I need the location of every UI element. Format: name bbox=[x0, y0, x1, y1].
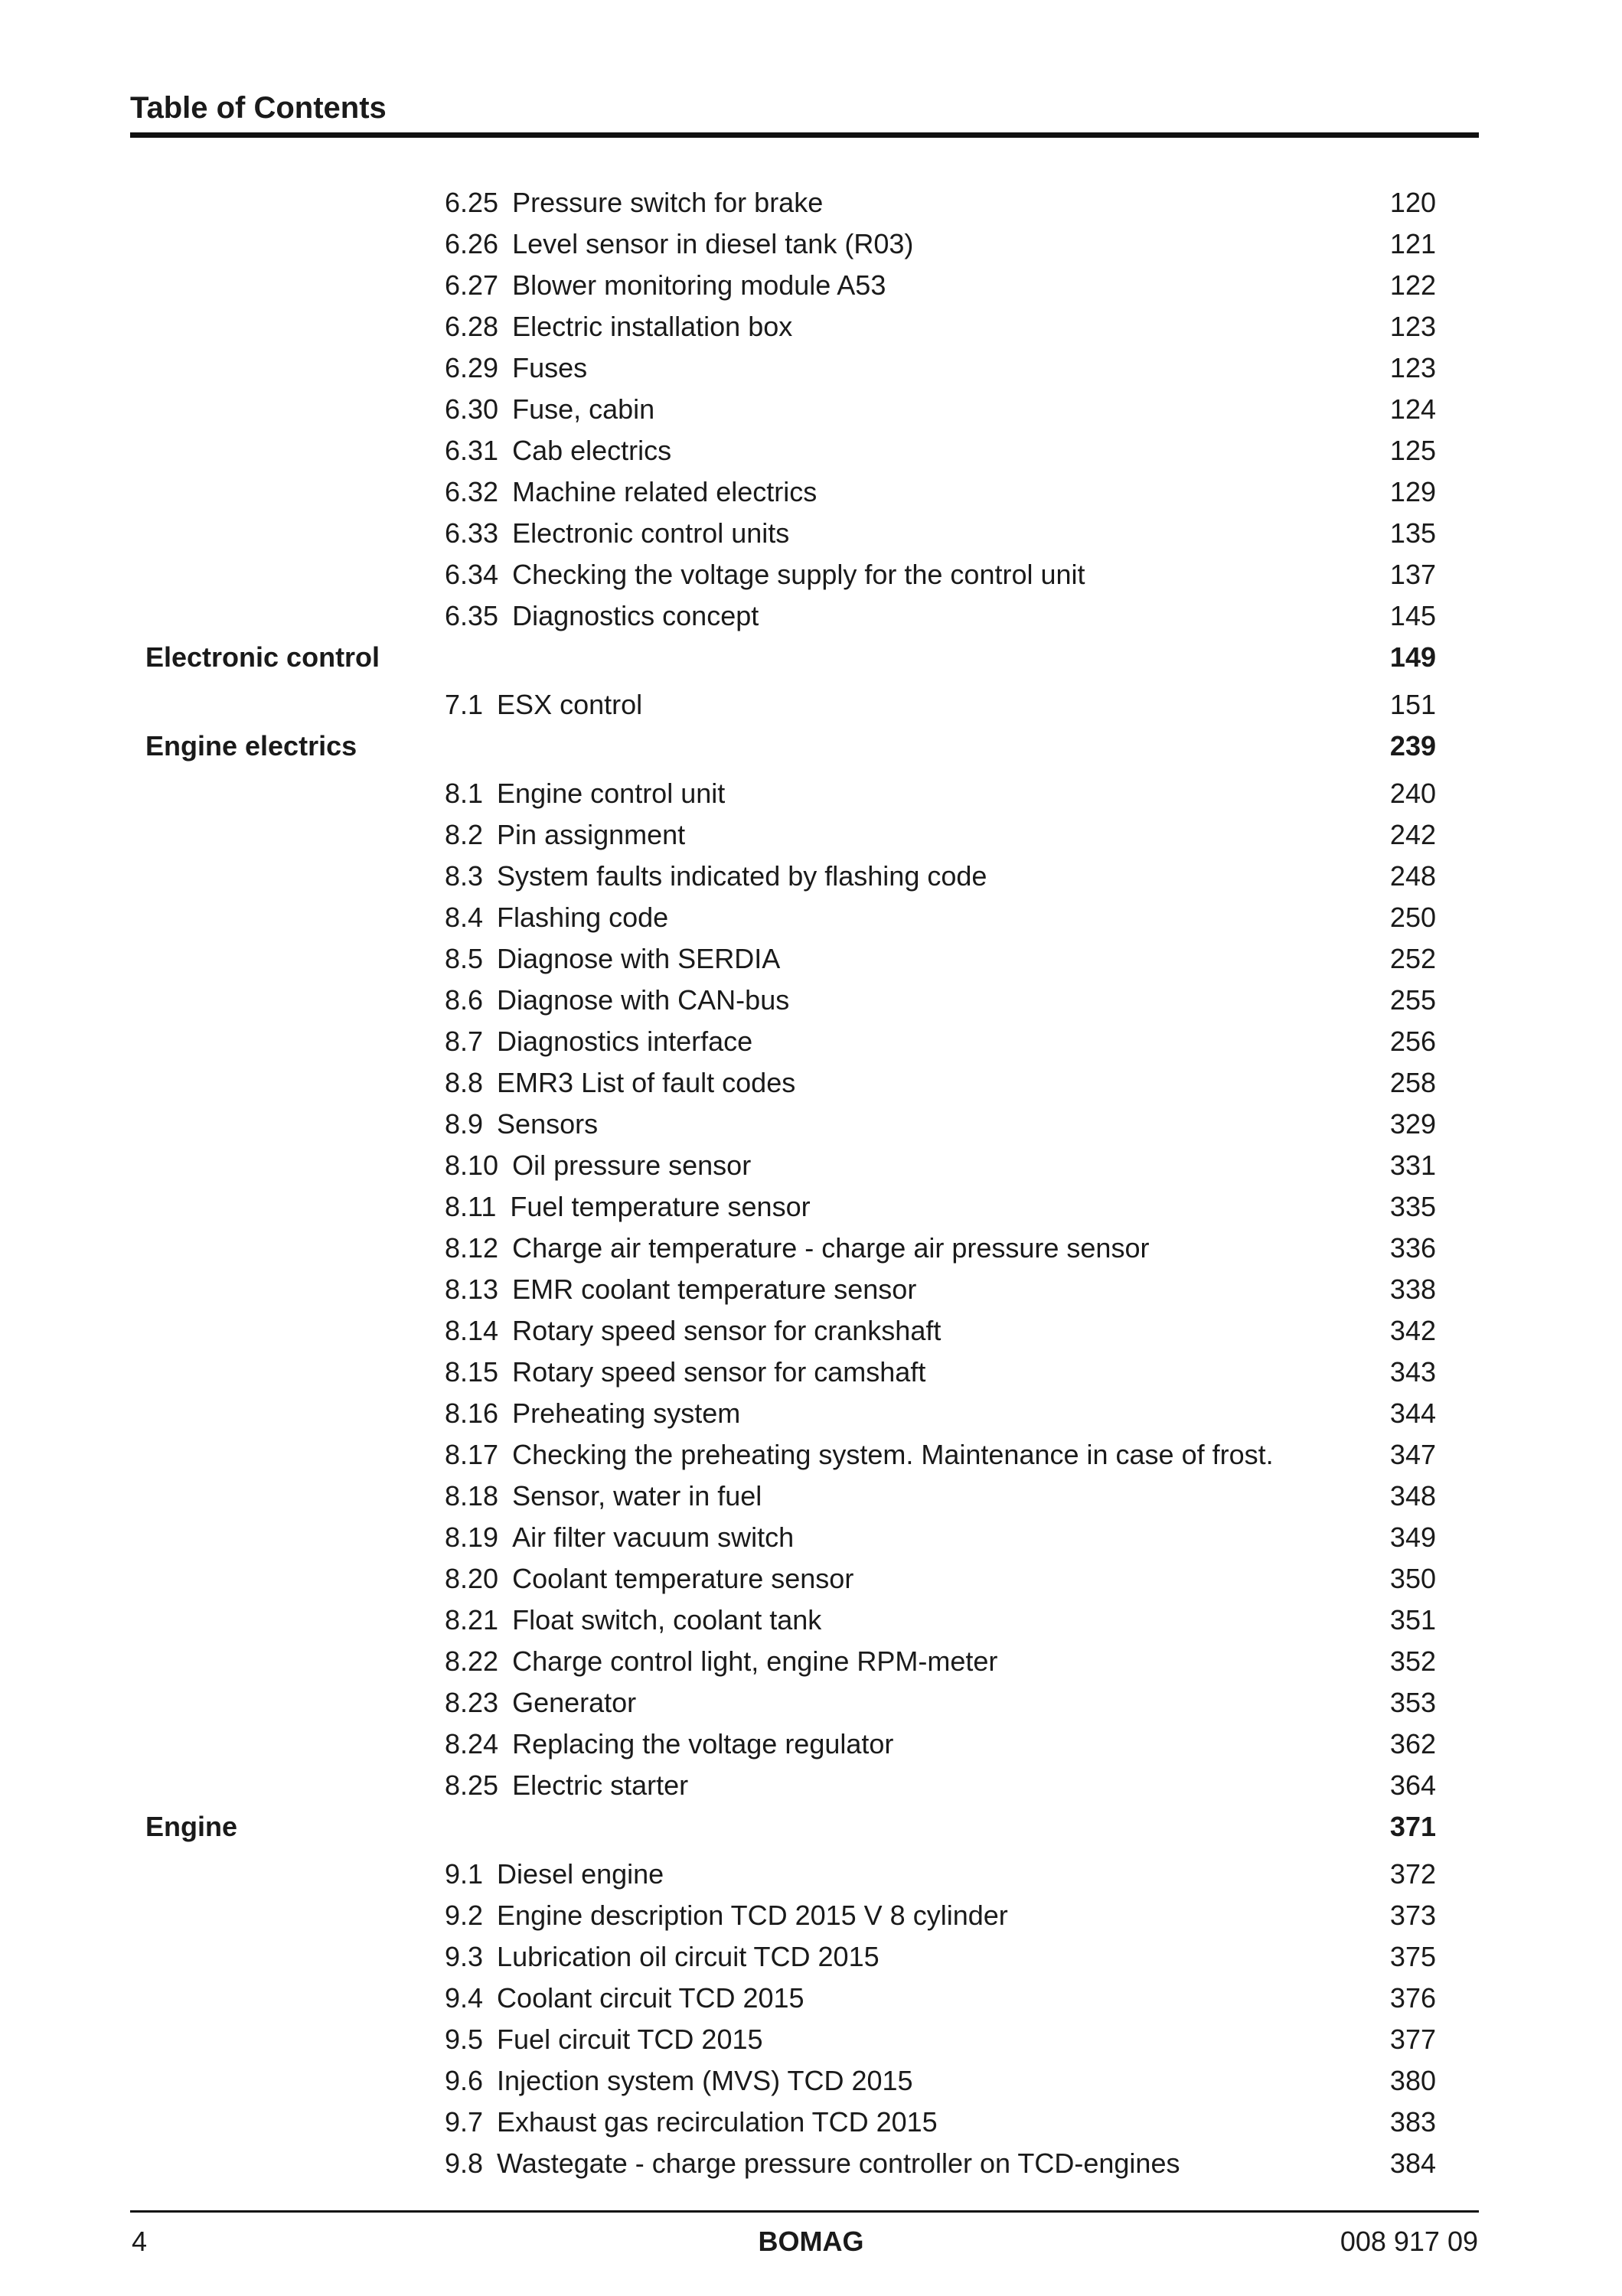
toc-entry-text bbox=[445, 1517, 794, 1558]
footer-divider bbox=[130, 2210, 1479, 2213]
toc-entry-title: Electric installation box bbox=[512, 311, 793, 342]
toc-entry-page: 123 bbox=[1389, 311, 1436, 342]
toc-entry-title: Pin assignment bbox=[497, 819, 686, 850]
toc-entry-title: Flashing code bbox=[497, 902, 669, 933]
toc-section-page: 149 bbox=[1389, 641, 1436, 673]
toc-entry-page: 122 bbox=[1389, 269, 1436, 301]
toc-entry-title: Diagnose with CAN-bus bbox=[497, 984, 790, 1016]
toc-entry-number: 8.21 bbox=[445, 1604, 499, 1636]
toc-entry-title: Float switch, coolant tank bbox=[512, 1604, 822, 1636]
toc-entry-title: Coolant circuit TCD 2015 bbox=[497, 1982, 804, 2014]
footer-brand: BOMAG bbox=[758, 2226, 864, 2257]
toc-entry[interactable] bbox=[0, 471, 1622, 513]
toc-entry-page: 343 bbox=[1389, 1356, 1436, 1388]
toc-entry[interactable] bbox=[0, 684, 1622, 726]
toc-entry-page: 145 bbox=[1389, 600, 1436, 631]
toc-entry-number: 9.8 bbox=[445, 2148, 484, 2179]
toc-entry-title: EMR coolant temperature sensor bbox=[512, 1274, 917, 1305]
toc-entry-number: 8.24 bbox=[445, 1728, 499, 1760]
toc-entry-number: 8.19 bbox=[445, 1521, 499, 1553]
toc-entry[interactable] bbox=[0, 897, 1622, 938]
toc-entry[interactable] bbox=[0, 265, 1622, 306]
toc-entry-number: 6.28 bbox=[445, 311, 499, 342]
toc-entry-number: 9.4 bbox=[445, 1982, 484, 2014]
header-divider bbox=[130, 132, 1479, 138]
toc-section-title: Electronic control bbox=[145, 641, 380, 673]
toc-entry-page: 336 bbox=[1389, 1232, 1436, 1264]
toc-entry-text bbox=[445, 1682, 636, 1724]
toc-entry-number: 8.11 bbox=[445, 1191, 497, 1222]
toc-entry-number: 8.22 bbox=[445, 1645, 499, 1677]
toc-entry-number: 8.23 bbox=[445, 1687, 499, 1718]
toc-entry-text bbox=[445, 306, 792, 347]
toc-entry-number: 8.1 bbox=[445, 778, 484, 809]
toc-entry-number: 8.20 bbox=[445, 1563, 499, 1594]
toc-entry-title: EMR3 List of fault codes bbox=[497, 1067, 796, 1098]
toc-entry-number: 7.1 bbox=[445, 689, 484, 720]
toc-entry-text bbox=[445, 554, 1085, 595]
toc-entry-title: ESX control bbox=[497, 689, 643, 720]
toc-entry-number: 8.12 bbox=[445, 1232, 499, 1264]
toc-entry[interactable] bbox=[0, 1476, 1622, 1517]
page-title: Table of Contents bbox=[130, 91, 387, 125]
toc-entry-text bbox=[445, 2060, 913, 2102]
toc-section-title: Engine electrics bbox=[145, 730, 357, 762]
toc-entry-text bbox=[445, 1936, 880, 1978]
toc-entry-text bbox=[445, 1062, 795, 1104]
toc-entry-page: 375 bbox=[1389, 1941, 1436, 1972]
toc-entry-text bbox=[445, 1228, 1149, 1269]
toc-entry-text bbox=[445, 1434, 1274, 1476]
toc-entry-page: 377 bbox=[1389, 2024, 1436, 2055]
toc-entry-page: 373 bbox=[1389, 1900, 1436, 1931]
footer-page-number: 4 bbox=[132, 2226, 148, 2257]
toc-entry[interactable] bbox=[0, 306, 1622, 347]
toc-entry-page: 384 bbox=[1389, 2148, 1436, 2179]
toc-entry-page: 331 bbox=[1389, 1150, 1436, 1181]
toc-entry-number: 8.3 bbox=[445, 860, 484, 892]
toc-entry-number: 8.15 bbox=[445, 1356, 499, 1388]
toc-entry-page: 256 bbox=[1389, 1026, 1436, 1057]
toc-section-page: 371 bbox=[1389, 1811, 1436, 1842]
toc-entry-title: Wastegate - charge pressure controller on TCD-engines bbox=[497, 2148, 1180, 2179]
toc-entry-title: Cab electrics bbox=[512, 435, 672, 466]
toc-entry-text bbox=[445, 1145, 751, 1186]
toc-entry[interactable] bbox=[0, 389, 1622, 430]
toc-entry-page: 137 bbox=[1389, 559, 1436, 590]
toc-entry[interactable] bbox=[0, 1021, 1622, 1062]
toc-entry-text bbox=[445, 1765, 688, 1806]
toc-section[interactable] bbox=[0, 637, 1622, 678]
toc-entry-title: Sensors bbox=[497, 1108, 599, 1140]
toc-entry-title: Level sensor in diesel tank (R03) bbox=[512, 228, 914, 259]
toc-entry-text bbox=[445, 595, 759, 637]
toc-entry-text bbox=[445, 1978, 804, 2019]
toc-entry-text bbox=[445, 182, 823, 223]
toc-entry-number: 6.30 bbox=[445, 393, 499, 425]
toc-entry-number: 8.6 bbox=[445, 984, 484, 1016]
toc-entry-page: 250 bbox=[1389, 902, 1436, 933]
toc-entry-number: 8.8 bbox=[445, 1067, 484, 1098]
toc-entry-page: 151 bbox=[1389, 689, 1436, 720]
toc-entry[interactable] bbox=[0, 1936, 1622, 1978]
toc-entry-text bbox=[445, 2019, 763, 2060]
toc-entry-page: 342 bbox=[1389, 1315, 1436, 1346]
toc-entry[interactable] bbox=[0, 1228, 1622, 1269]
toc-entry-page: 362 bbox=[1389, 1728, 1436, 1760]
toc-entry-page: 125 bbox=[1389, 435, 1436, 466]
toc-entry[interactable] bbox=[0, 2143, 1622, 2184]
toc-entry-page: 248 bbox=[1389, 860, 1436, 892]
toc-entry[interactable] bbox=[0, 856, 1622, 897]
toc-entry-page: 124 bbox=[1389, 393, 1436, 425]
toc-entry-text bbox=[445, 897, 668, 938]
toc-entry-text bbox=[445, 223, 913, 265]
toc-entry-page: 348 bbox=[1389, 1480, 1436, 1512]
toc-entry-title: Rotary speed sensor for camshaft bbox=[512, 1356, 926, 1388]
toc-entry-page: 352 bbox=[1389, 1645, 1436, 1677]
toc-entry[interactable] bbox=[0, 2060, 1622, 2102]
toc-entry-number: 8.2 bbox=[445, 819, 484, 850]
toc-entry[interactable] bbox=[0, 1724, 1622, 1765]
toc-entry-text bbox=[445, 1600, 821, 1641]
toc-entry-text bbox=[445, 1641, 997, 1682]
toc-entry-page: 129 bbox=[1389, 476, 1436, 507]
toc-entry-page: 258 bbox=[1389, 1067, 1436, 1098]
toc-entry-page: 329 bbox=[1389, 1108, 1436, 1140]
toc-entry-number: 8.5 bbox=[445, 943, 484, 974]
toc-entry-title: Blower monitoring module A53 bbox=[512, 269, 886, 301]
toc-entry-number: 6.31 bbox=[445, 435, 499, 466]
toc-entry[interactable] bbox=[0, 980, 1622, 1021]
toc-entry-text bbox=[445, 1476, 762, 1517]
toc-entry[interactable] bbox=[0, 1558, 1622, 1600]
toc-entry-title: Rotary speed sensor for crankshaft bbox=[512, 1315, 942, 1346]
toc-section-page: 239 bbox=[1389, 730, 1436, 762]
toc-entry-number: 6.29 bbox=[445, 352, 499, 383]
toc-entry-text bbox=[445, 684, 642, 726]
toc-entry[interactable] bbox=[0, 1310, 1622, 1352]
toc-entry-text bbox=[445, 1269, 916, 1310]
toc-entry-title: Machine related electrics bbox=[512, 476, 818, 507]
toc-entry-title: Electric starter bbox=[512, 1769, 689, 1801]
toc-entry-number: 6.25 bbox=[445, 187, 499, 218]
toc-entry-page: 380 bbox=[1389, 2065, 1436, 2096]
toc-entry-text bbox=[445, 773, 725, 814]
toc-entry[interactable] bbox=[0, 554, 1622, 595]
toc-entry-title: Charge control light, engine RPM-meter bbox=[512, 1645, 998, 1677]
toc-entry-title: Sensor, water in fuel bbox=[512, 1480, 762, 1512]
toc-entry-page: 376 bbox=[1389, 1982, 1436, 2014]
toc-entry-number: 8.4 bbox=[445, 902, 484, 933]
toc-entry-number: 6.32 bbox=[445, 476, 499, 507]
toc-entry-text bbox=[445, 389, 654, 430]
toc-section[interactable] bbox=[0, 726, 1622, 767]
toc-entry-number: 8.9 bbox=[445, 1108, 484, 1140]
toc-entry-text bbox=[445, 1186, 811, 1228]
toc-entry-text bbox=[445, 265, 886, 306]
toc-entry-number: 8.14 bbox=[445, 1315, 499, 1346]
toc-entry[interactable] bbox=[0, 1765, 1622, 1806]
toc-entry-number: 8.16 bbox=[445, 1397, 499, 1429]
toc-entry[interactable] bbox=[0, 430, 1622, 471]
toc-entry-title: Checking the voltage supply for the control unit bbox=[512, 559, 1085, 590]
toc-entry-page: 255 bbox=[1389, 984, 1436, 1016]
toc-entry[interactable] bbox=[0, 1186, 1622, 1228]
toc-entry-text bbox=[445, 856, 987, 897]
toc-entry[interactable] bbox=[0, 773, 1622, 814]
toc-entry-title: Charge air temperature - charge air pressure sensor bbox=[512, 1232, 1150, 1264]
toc-entry[interactable] bbox=[0, 1145, 1622, 1186]
toc-entry-title: Lubrication oil circuit TCD 2015 bbox=[497, 1941, 880, 1972]
toc-entry-title: Engine control unit bbox=[497, 778, 726, 809]
toc-entry-title: Electronic control units bbox=[512, 517, 790, 549]
toc-entry-page: 364 bbox=[1389, 1769, 1436, 1801]
toc-entry-number: 9.2 bbox=[445, 1900, 484, 1931]
toc-entry[interactable] bbox=[0, 1352, 1622, 1393]
toc-entry-page: 351 bbox=[1389, 1604, 1436, 1636]
toc-entry-text bbox=[445, 430, 671, 471]
toc-entry-text bbox=[445, 938, 780, 980]
toc-entry[interactable] bbox=[0, 182, 1622, 223]
toc-entry[interactable] bbox=[0, 2019, 1622, 2060]
toc-entry-text bbox=[445, 980, 789, 1021]
toc-entry-title: Diagnose with SERDIA bbox=[497, 943, 781, 974]
toc-entry[interactable] bbox=[0, 1895, 1622, 1936]
toc-entry[interactable] bbox=[0, 938, 1622, 980]
toc-entry[interactable] bbox=[0, 1393, 1622, 1434]
toc-entry-page: 347 bbox=[1389, 1439, 1436, 1470]
toc-entry-number: 8.25 bbox=[445, 1769, 499, 1801]
toc-entry-title: Injection system (MVS) TCD 2015 bbox=[497, 2065, 913, 2096]
toc-entry-page: 123 bbox=[1389, 352, 1436, 383]
toc-entry-number: 9.7 bbox=[445, 2106, 484, 2138]
toc-entry[interactable] bbox=[0, 223, 1622, 265]
toc-entry[interactable] bbox=[0, 1104, 1622, 1145]
toc-entry-page: 240 bbox=[1389, 778, 1436, 809]
toc-entry-text bbox=[445, 1310, 941, 1352]
toc-entry-title: Generator bbox=[512, 1687, 637, 1718]
toc-entry-title: Exhaust gas recirculation TCD 2015 bbox=[497, 2106, 938, 2138]
toc-entry[interactable] bbox=[0, 1600, 1622, 1641]
toc-entry-title: Fuel circuit TCD 2015 bbox=[497, 2024, 763, 2055]
toc-section-title: Engine bbox=[145, 1811, 238, 1842]
toc-entry-text bbox=[445, 2102, 938, 2143]
toc-entry-page: 383 bbox=[1389, 2106, 1436, 2138]
toc-entry-number: 9.5 bbox=[445, 2024, 484, 2055]
toc-entry-number: 8.18 bbox=[445, 1480, 499, 1512]
toc-entry-title: Preheating system bbox=[512, 1397, 741, 1429]
toc-entry-number: 8.7 bbox=[445, 1026, 484, 1057]
toc-entry[interactable] bbox=[0, 1854, 1622, 1895]
toc-entry[interactable] bbox=[0, 1641, 1622, 1682]
toc-entry-title: Engine description TCD 2015 V 8 cylinder bbox=[497, 1900, 1008, 1931]
toc-entry-page: 350 bbox=[1389, 1563, 1436, 1594]
toc-entry-text bbox=[445, 1021, 752, 1062]
toc-entry-number: 9.3 bbox=[445, 1941, 484, 1972]
toc-entry-text bbox=[445, 1895, 1008, 1936]
toc-entry-number: 8.13 bbox=[445, 1274, 499, 1305]
toc-entry[interactable] bbox=[0, 1269, 1622, 1310]
toc-entry-text bbox=[445, 1104, 598, 1145]
toc-entry-page: 252 bbox=[1389, 943, 1436, 974]
toc-entry-number: 6.27 bbox=[445, 269, 499, 301]
toc-entry-title: Diesel engine bbox=[497, 1858, 664, 1890]
footer-document-number: 008 917 09 bbox=[1340, 2226, 1478, 2257]
toc-entry-text bbox=[445, 1558, 853, 1600]
toc-entry-page: 120 bbox=[1389, 187, 1436, 218]
toc-entry-number: 6.33 bbox=[445, 517, 499, 549]
toc-entry-text bbox=[445, 1393, 740, 1434]
toc-entry-number: 6.34 bbox=[445, 559, 499, 590]
toc-entry[interactable] bbox=[0, 1978, 1622, 2019]
toc-entry-text bbox=[445, 513, 789, 554]
toc-entry-page: 242 bbox=[1389, 819, 1436, 850]
toc-entry-page: 372 bbox=[1389, 1858, 1436, 1890]
toc-entry[interactable] bbox=[0, 1517, 1622, 1558]
toc-entry[interactable] bbox=[0, 814, 1622, 856]
toc-entry-page: 349 bbox=[1389, 1521, 1436, 1553]
toc-entry-title: Fuel temperature sensor bbox=[510, 1191, 811, 1222]
toc-entry[interactable] bbox=[0, 1682, 1622, 1724]
toc-entry-page: 353 bbox=[1389, 1687, 1436, 1718]
toc-entry-text bbox=[445, 347, 587, 389]
toc-entry-page: 344 bbox=[1389, 1397, 1436, 1429]
table-of-contents bbox=[0, 182, 1622, 2184]
toc-entry-page: 121 bbox=[1389, 228, 1436, 259]
toc-entry-number: 8.10 bbox=[445, 1150, 499, 1181]
toc-entry-text bbox=[445, 1724, 893, 1765]
toc-entry-title: System faults indicated by flashing code bbox=[497, 860, 987, 892]
toc-entry-text bbox=[445, 1854, 664, 1895]
toc-entry-number: 6.35 bbox=[445, 600, 499, 631]
toc-entry-number: 6.26 bbox=[445, 228, 499, 259]
toc-entry-number: 9.1 bbox=[445, 1858, 484, 1890]
toc-entry-title: Fuse, cabin bbox=[512, 393, 655, 425]
toc-entry-title: Air filter vacuum switch bbox=[512, 1521, 795, 1553]
toc-section[interactable] bbox=[0, 1806, 1622, 1848]
toc-entry-number: 9.6 bbox=[445, 2065, 484, 2096]
toc-entry-title: Diagnostics interface bbox=[497, 1026, 753, 1057]
toc-entry-text bbox=[445, 471, 817, 513]
toc-entry[interactable] bbox=[0, 2102, 1622, 2143]
toc-entry-number: 8.17 bbox=[445, 1439, 499, 1470]
toc-entry-text bbox=[445, 814, 685, 856]
toc-entry-page: 335 bbox=[1389, 1191, 1436, 1222]
toc-entry[interactable] bbox=[0, 1434, 1622, 1476]
toc-entry-title: Diagnostics concept bbox=[512, 600, 759, 631]
toc-entry[interactable] bbox=[0, 347, 1622, 389]
toc-entry[interactable] bbox=[0, 1062, 1622, 1104]
toc-entry-title: Fuses bbox=[512, 352, 588, 383]
toc-entry-title: Checking the preheating system. Maintenance in case of frost. bbox=[512, 1439, 1274, 1470]
toc-entry-title: Coolant temperature sensor bbox=[512, 1563, 854, 1594]
toc-entry-page: 338 bbox=[1389, 1274, 1436, 1305]
toc-entry-title: Replacing the voltage regulator bbox=[512, 1728, 894, 1760]
toc-entry-text bbox=[445, 1352, 925, 1393]
toc-entry-title: Pressure switch for brake bbox=[512, 187, 824, 218]
toc-entry[interactable] bbox=[0, 595, 1622, 637]
toc-entry-title: Oil pressure sensor bbox=[512, 1150, 752, 1181]
toc-entry-page: 135 bbox=[1389, 517, 1436, 549]
toc-entry-text bbox=[445, 2143, 1180, 2184]
toc-entry[interactable] bbox=[0, 513, 1622, 554]
